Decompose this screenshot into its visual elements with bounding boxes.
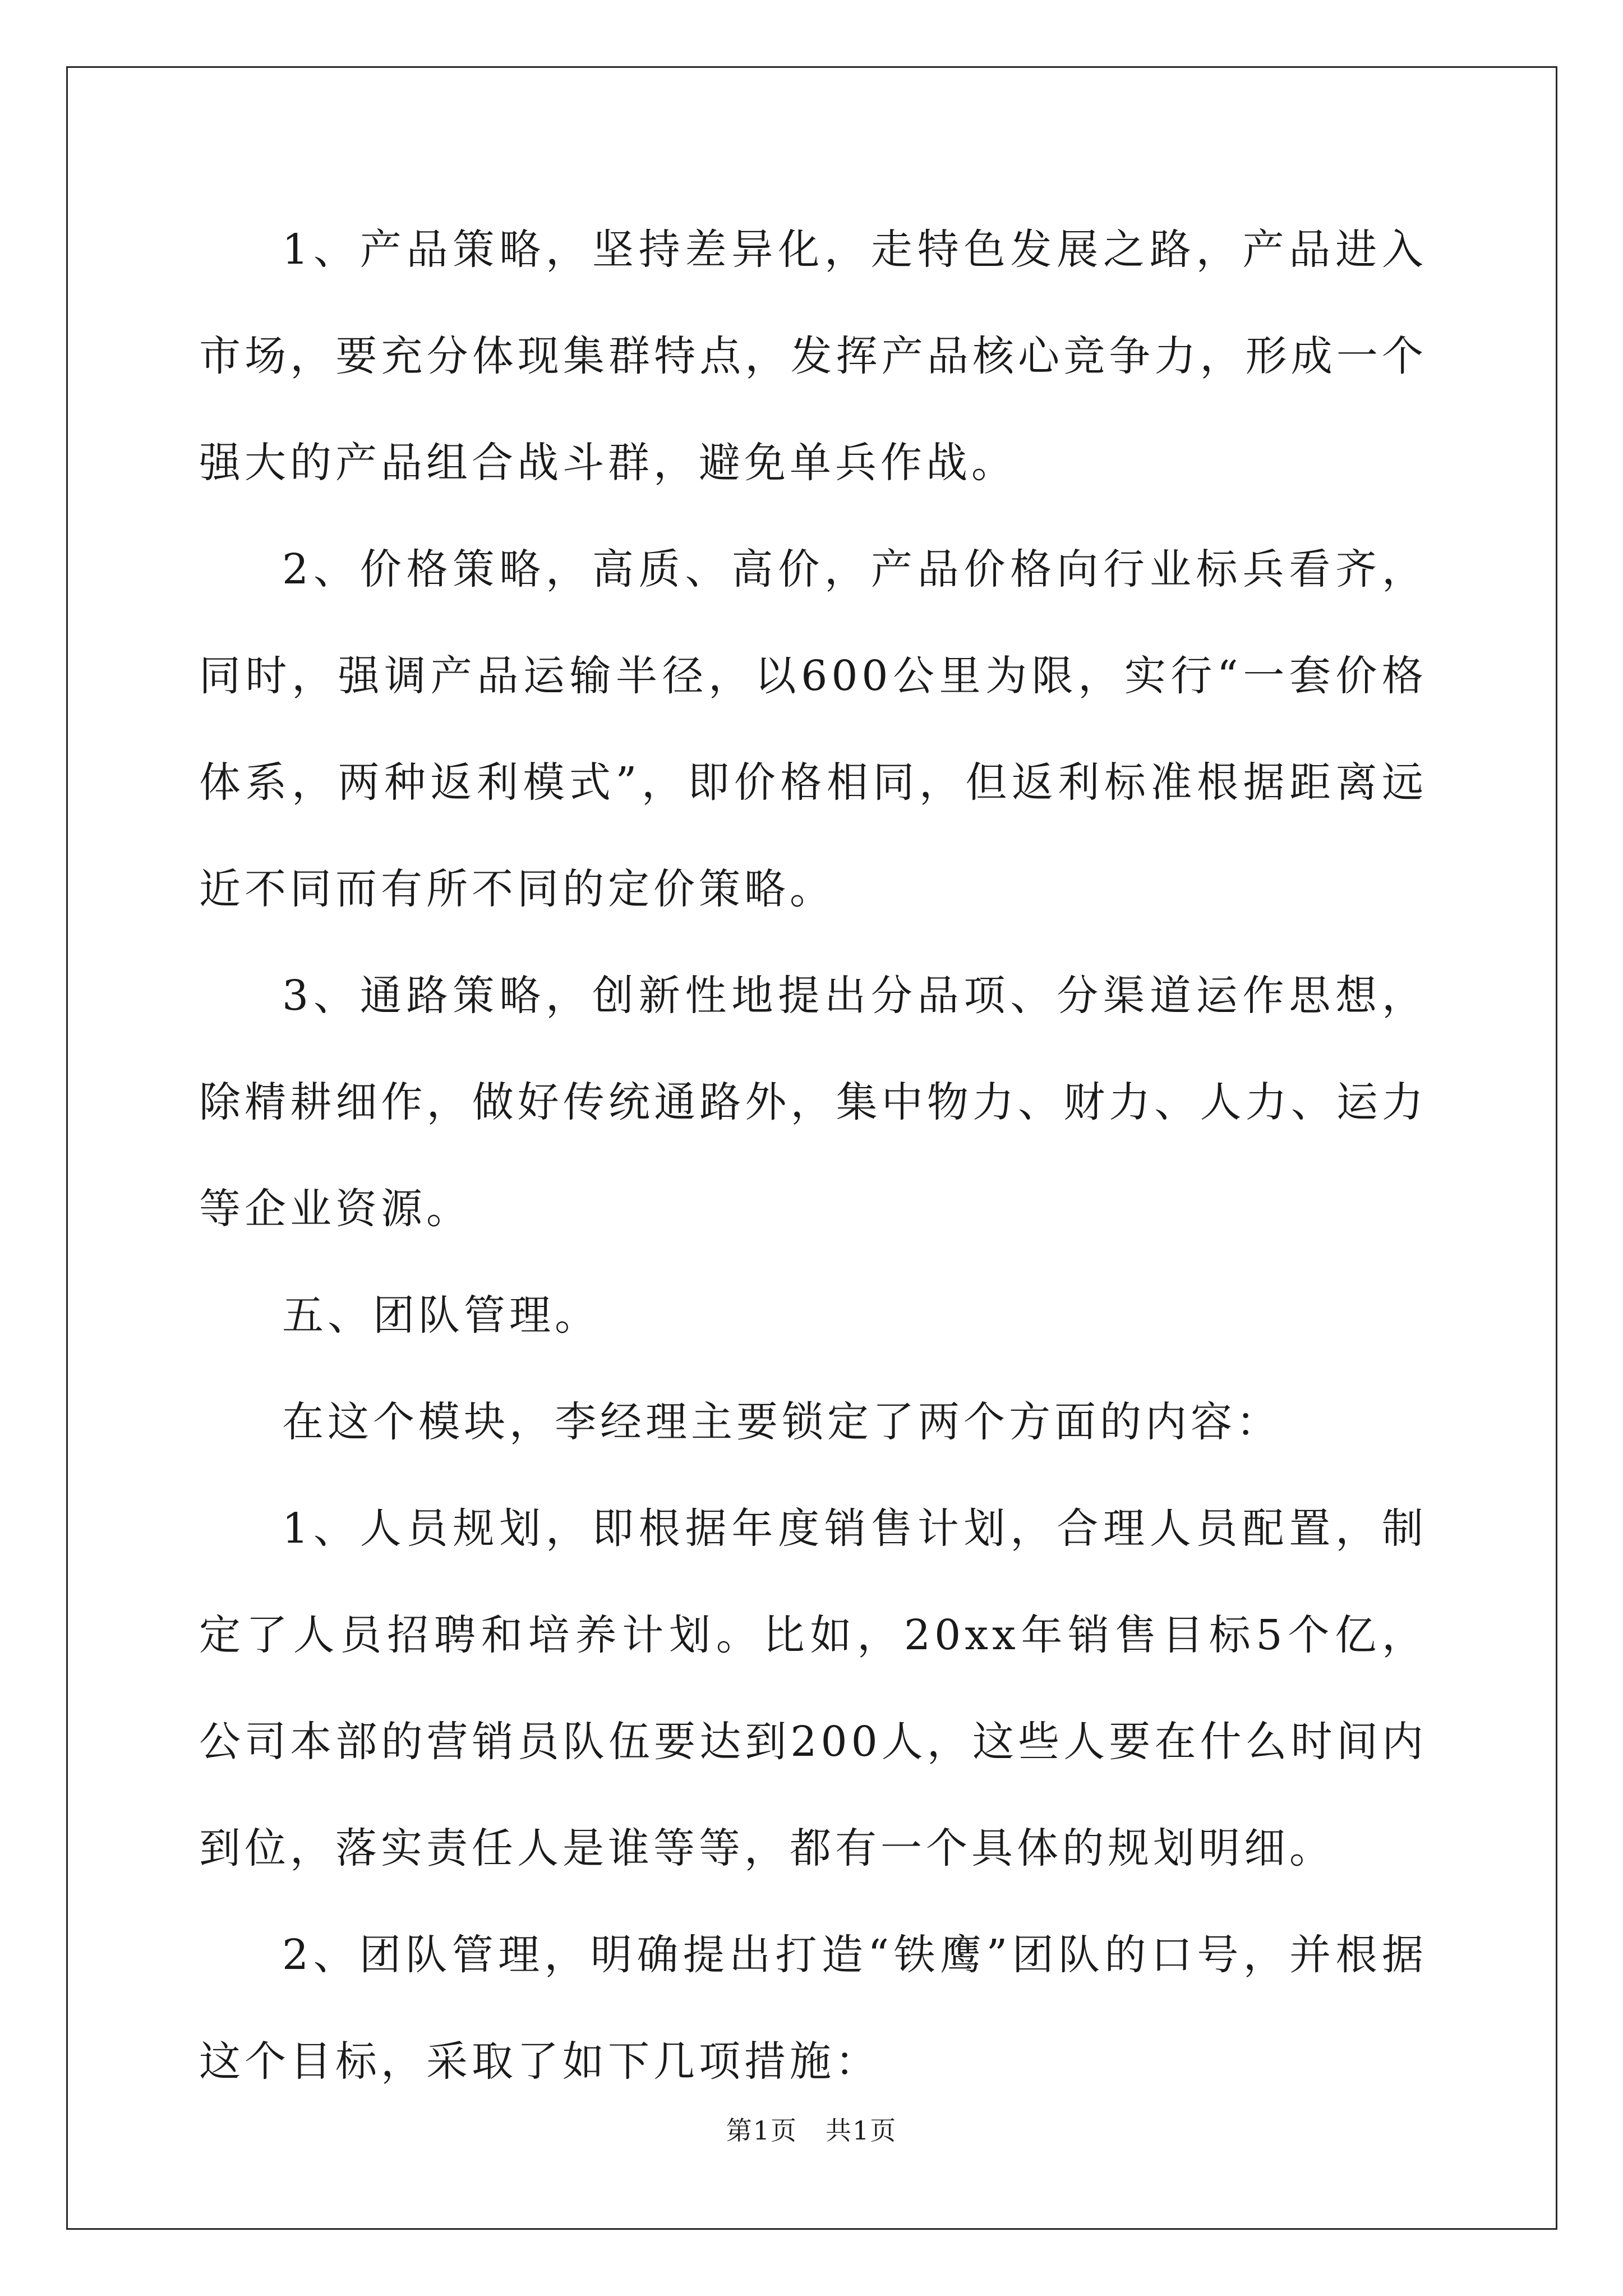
paragraph-staff-planning: 1、人员规划，即根据年度销售计划，合理人员配置，制定了人员招聘和培养计划。比如，20xx年销售目标5个亿，公司本部的营销员队伍要达到200人，这些人要在什么时间内到位，落实责任人是谁等等，都有一个具体的规划明细。 xyxy=(199,1504,1427,1872)
page-footer xyxy=(0,2114,1623,2147)
paragraph-price-strategy: 2、价格策略，高质、高价，产品价格向行业标兵看齐，同时，强调产品运输半径，以600公里为限，实行“一套价格体系，两种返利模式”，即价格相同，但返利标准根据距离远近不同而有所不同的定价策略。 xyxy=(199,545,1427,913)
paragraph-product-strategy: 1、产品策略，坚持差异化，走特色发展之路，产品进入市场，要充分体现集群特点，发挥产品核心竞争力，形成一个强大的产品组合战斗群，避免单兵作战。 xyxy=(199,226,1427,487)
section-heading-team-management: 五、团队管理。 xyxy=(282,1291,600,1340)
page-total: 共1页 xyxy=(825,2115,897,2146)
paragraph-module-intro: 在这个模块，李经理主要锁定了两个方面的内容： xyxy=(282,1398,1281,1446)
page-number: 第1页 xyxy=(726,2115,798,2146)
document-body xyxy=(199,196,1427,2115)
paragraph-channel-strategy: 3、通路策略，创新性地提出分品项、分渠道运作思想，除精耕细作，做好传统通路外，集中物力、财力、人力、运力等企业资源。 xyxy=(199,972,1427,1233)
paragraph-team-management: 2、团队管理，明确提出打造“铁鹰”团队的口号，并根据这个目标，采取了如下几项措施： xyxy=(199,1931,1427,2086)
